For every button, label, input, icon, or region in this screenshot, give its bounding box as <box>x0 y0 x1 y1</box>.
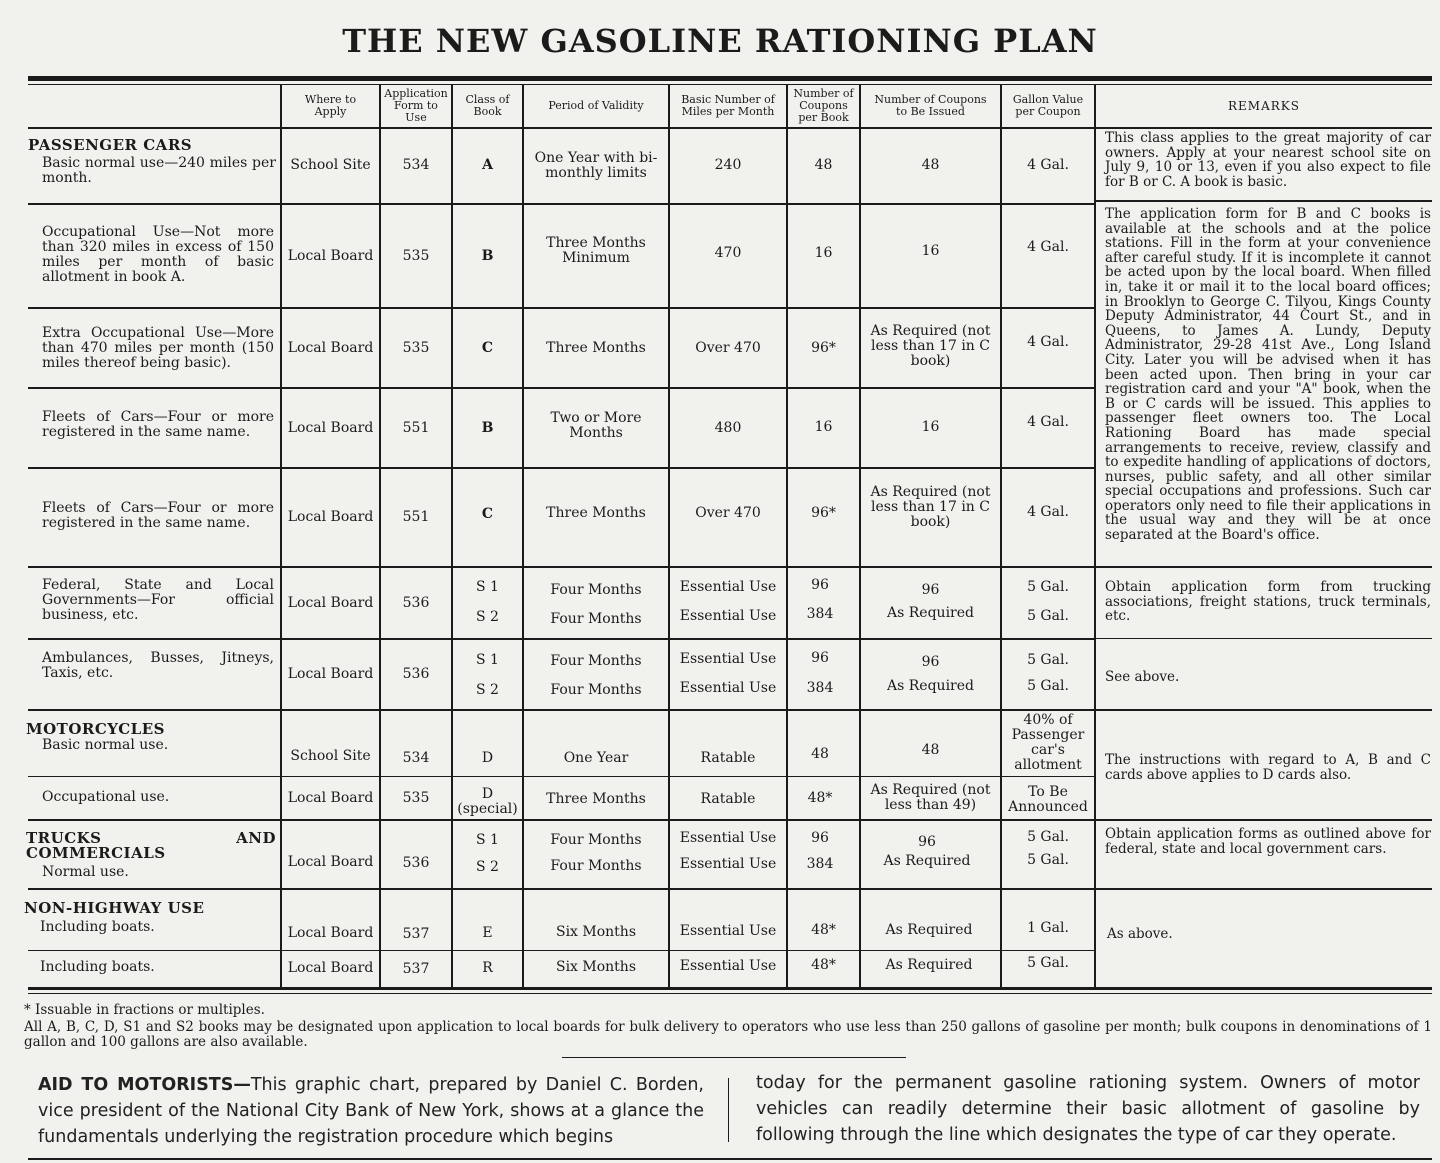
cell-coupons: 48 <box>811 745 829 762</box>
cell-gallon: 5 Gal. <box>1027 651 1069 668</box>
remarks-divider <box>1096 566 1432 568</box>
column-divider <box>1094 84 1096 987</box>
header-period: Period of Validity <box>548 99 644 112</box>
cell-form: 534 <box>402 157 430 173</box>
cell-miles: Essential Use <box>679 829 777 846</box>
cell-coupons: 384 <box>806 855 834 872</box>
cell-gallon: 4 Gal. <box>1027 157 1069 173</box>
cell-issued: As Required (not less than 17 in C book) <box>870 322 991 369</box>
cell-form: 535 <box>402 247 430 264</box>
cell-form: 536 <box>402 854 430 871</box>
row-description: Federal, State and Local Governments—For official business, etc. <box>42 577 274 623</box>
cell-class: B <box>481 419 494 436</box>
cell-issued: 16 <box>921 418 940 435</box>
remarks-divider <box>1096 200 1432 202</box>
cell-period: Six Months <box>555 923 637 940</box>
row-description: Ambulances, Busses, Jitneys, Taxis, etc. <box>42 650 274 681</box>
cell-coupons: 48* <box>807 789 833 806</box>
cell-class: E <box>482 924 493 941</box>
cell-period: Three Months <box>546 505 646 521</box>
cell-issued: As Required <box>887 604 974 621</box>
cell-form: 537 <box>402 925 430 942</box>
cell-class: S 2 <box>476 608 499 625</box>
cell-class: S 1 <box>476 831 499 848</box>
cell-miles: Essential Use <box>679 607 777 624</box>
cell-gallon: To Be Announced <box>1008 783 1088 815</box>
caption-divider <box>728 1078 729 1142</box>
cell-miles: Essential Use <box>679 855 777 872</box>
cell-form: 535 <box>402 790 430 806</box>
cell-class: A <box>482 157 493 173</box>
cell-miles: Essential Use <box>679 578 777 595</box>
row-description: MOTORCYCLES Basic normal use. <box>26 722 276 753</box>
cell-period: Three Months <box>546 791 646 807</box>
remark-text: The application form for B and C books is available at the schools and at the police stations. Fill in the form at your convenience after careful study. If it is incomplete it cannot be acted upon by the local board. When filled in, take it or mail it to the local board offices; in Brooklyn to George C. Tilyou, Kings County Deputy Administrator, 44 Court St., and in Queens, to James A. Lundy, Deputy Administrator, 29-28 41st Ave., Long Island City. Later you will be advised when it has been acted upon. Then bring in your car registration card and your "A" book, when the B or C cards will be issued. This applies to passenger fleet owners too. The Local Rationing Board has made special arrangements to receive, review, classify and to expedite handling of applications of doctors, nurses, public safety, and all other similar special occupations and professions. Such car operators only need to file their applications in the usual way and they will be at once separated at the Board's office. <box>1105 206 1431 544</box>
cell-coupons: 96 <box>811 576 829 593</box>
cell-issued: As Required <box>887 677 974 694</box>
cell-coupons: 96* <box>811 339 836 356</box>
remarks-divider <box>1096 888 1432 890</box>
cell-miles: Essential Use <box>679 957 777 974</box>
cell-where: Local Board <box>287 853 374 870</box>
header-remarks: REMARKS <box>1228 99 1300 113</box>
cell-gallon: 40% of Passenger car's allotment <box>1011 712 1085 773</box>
aid-label: AID TO MOTORISTS— <box>38 1075 251 1095</box>
cell-gallon: 4 Gal. <box>1027 238 1069 255</box>
row-description: Fleets of Cars—Four or more registered in the same name. <box>42 409 274 440</box>
cell-issued: 96 <box>921 581 940 598</box>
cell-class: C <box>481 506 494 522</box>
row-description: Occupational Use—Not more than 320 miles in excess of 150 miles per month of basic allotment in book A. <box>42 224 274 285</box>
cell-gallon: 5 Gal. <box>1027 607 1069 624</box>
cell-class: S 1 <box>476 651 499 668</box>
cell-class: S 2 <box>476 858 499 875</box>
cell-class: C <box>481 339 494 356</box>
cell-gallon: 5 Gal. <box>1027 851 1069 868</box>
cell-gallon: 5 Gal. <box>1027 578 1069 595</box>
cell-form: 537 <box>402 960 430 977</box>
section-heading: PASSENGER CARS <box>28 136 193 154</box>
cell-issued: 16 <box>921 242 940 259</box>
cell-issued: As Required <box>885 956 973 973</box>
cell-period: Six Months <box>555 958 637 975</box>
cell-period: Four Months <box>550 831 642 848</box>
cell-form: 536 <box>402 666 430 682</box>
header-gallon: Gallon Value per Coupon <box>1012 93 1084 118</box>
cell-coupons: 16 <box>814 244 833 261</box>
cell-issued: As Required (not less than 49) <box>870 782 991 813</box>
cell-class: S 1 <box>476 578 499 595</box>
cell-coupons: 48 <box>814 157 833 173</box>
row-divider <box>28 776 1096 777</box>
row-description: Extra Occupational Use—More than 470 miles per month (150 miles thereof being basic). <box>42 325 274 371</box>
cell-coupons: 48* <box>811 956 836 973</box>
separator <box>562 1057 906 1058</box>
cell-issued: 48 <box>921 157 940 173</box>
header-class: Class of Book <box>465 93 510 118</box>
row-divider <box>28 638 1096 640</box>
footnote-fractions: * Issuable in fractions or multiples. <box>24 1002 265 1018</box>
page-title: THE NEW GASOLINE RATIONING PLAN <box>342 22 1098 60</box>
remark-text: The instructions with regard to A, B and C cards above applies to D cards also. <box>1105 752 1431 783</box>
cell-issued: 48 <box>921 741 940 758</box>
cell-period: Three Months Minimum <box>546 235 646 266</box>
cell-class: D <box>481 749 494 766</box>
remark-text: Obtain application forms as outlined above for federal, state and local government cars. <box>1105 826 1431 857</box>
row-description: TRUCKS AND COMMERCIALS Normal use. <box>26 829 276 880</box>
row-description: NON-HIGHWAY USE Including boats. <box>24 901 276 935</box>
cell-issued: As Required <box>883 852 971 869</box>
header-issued: Number of Coupons to Be Issued <box>874 93 987 118</box>
cell-where: Local Board <box>287 419 374 436</box>
cell-miles: Essential Use <box>679 679 777 696</box>
bottom-rule <box>28 987 1432 990</box>
cell-coupons: 384 <box>806 605 834 622</box>
cell-gallon: 4 Gal. <box>1027 333 1069 350</box>
top-rule <box>28 76 1432 81</box>
remark-text: As above. <box>1107 926 1173 942</box>
section-heading: TRUCKS AND COMMERCIALS <box>26 829 276 862</box>
cell-issued: As Required <box>885 921 973 938</box>
cell-class: B <box>481 247 494 264</box>
cell-coupons: 96 <box>811 829 829 846</box>
row-divider <box>28 709 1096 711</box>
cell-period: Four Months <box>550 857 642 874</box>
aid-caption-left: AID TO MOTORISTS—This graphic chart, prepared by Daniel C. Borden, vice president of the National City Bank of New York, shows at a glance the fundamentals underlying the registration procedure which begins <box>38 1075 704 1147</box>
cell-period: Four Months <box>550 610 642 627</box>
cell-gallon: 5 Gal. <box>1027 828 1069 845</box>
header-where: Where to Apply <box>304 93 357 118</box>
cell-coupons: 48* <box>811 921 836 938</box>
cell-period: Four Months <box>550 581 642 598</box>
cell-gallon: 1 Gal. <box>1027 919 1069 936</box>
cell-miles: Over 470 <box>695 505 761 521</box>
cell-where: Local Board <box>287 339 374 356</box>
cell-gallon: 5 Gal. <box>1027 954 1069 971</box>
remark-text: Obtain application form from trucking associations, freight stations, truck terminals, etc. <box>1105 579 1431 625</box>
cell-where: Local Board <box>287 790 374 806</box>
row-description: PASSENGER CARS Basic normal use—240 miles per month. <box>28 136 276 186</box>
cell-miles: 470 <box>714 244 742 261</box>
cell-where: School Site <box>290 747 371 764</box>
remarks-divider <box>1096 709 1432 711</box>
cell-form: 551 <box>402 509 430 525</box>
cell-class: R <box>482 959 493 976</box>
cell-miles: Essential Use <box>679 650 777 667</box>
header-miles: Basic Number of Miles per Month <box>681 93 775 118</box>
cell-class: S 2 <box>476 681 499 698</box>
cell-miles: Over 470 <box>695 339 761 356</box>
cell-miles: 480 <box>714 419 742 436</box>
cell-issued: As Required (not less than 17 in C book) <box>870 484 991 530</box>
cell-coupons: 16 <box>814 418 833 435</box>
cell-where: Local Board <box>287 666 374 682</box>
cell-where: Local Board <box>287 924 374 941</box>
cell-gallon: 4 Gal. <box>1027 503 1069 520</box>
remarks-divider <box>1096 638 1432 639</box>
cell-form: 534 <box>402 749 430 766</box>
cell-where: School Site <box>290 157 371 173</box>
cell-form: 551 <box>402 419 430 436</box>
cell-miles: Ratable <box>700 749 756 766</box>
section-heading: MOTORCYCLES <box>26 720 165 738</box>
remark-text: See above. <box>1105 669 1180 685</box>
remark-text: This class applies to the great majority of car owners. Apply at your nearest school site on July 9, 10 or 13, even if you also expect to file for B or C. A book is basic. <box>1105 130 1431 190</box>
bottom-rule-thin <box>28 993 1432 994</box>
cell-period: One Year <box>563 749 629 766</box>
cell-period: Four Months <box>550 681 642 698</box>
cell-form: 535 <box>402 339 430 356</box>
row-divider <box>28 888 1096 890</box>
aid-caption-right: today for the permanent gasoline rationing system. Owners of motor vehicles can readily determine their basic allotment of gasoline by following through the line which designates the type of car they operate. <box>756 1073 1420 1145</box>
cell-where: Local Board <box>287 509 374 525</box>
cell-coupons: 384 <box>806 679 834 696</box>
row-description: Including boats. <box>40 959 155 975</box>
row-divider <box>28 950 1096 951</box>
cell-miles: Essential Use <box>679 922 777 939</box>
row-description: Occupational use. <box>42 789 170 805</box>
section-heading: NON-HIGHWAY USE <box>24 899 205 917</box>
cell-issued: 96 <box>918 833 936 850</box>
cell-miles: 240 <box>714 157 742 173</box>
cell-class: D (special) <box>457 786 518 817</box>
cell-period: Four Months <box>550 652 642 669</box>
header-coupons: Number of Coupons per Book <box>793 87 854 124</box>
cell-period: Three Months <box>546 339 646 356</box>
cell-where: Local Board <box>287 247 374 264</box>
cell-period: Two or More Months <box>550 410 642 441</box>
remarks-divider <box>1096 819 1432 821</box>
cell-miles: Ratable <box>700 791 756 807</box>
cell-coupons: 96* <box>811 505 836 521</box>
cell-form: 536 <box>402 594 430 611</box>
cell-coupons: 96 <box>811 649 829 666</box>
cell-where: Local Board <box>287 594 374 611</box>
cell-where: Local Board <box>287 959 374 976</box>
cell-issued: 96 <box>921 653 940 670</box>
bottom-border <box>28 1158 1432 1160</box>
cell-gallon: 5 Gal. <box>1027 677 1069 694</box>
row-divider <box>28 566 1096 568</box>
row-description: Fleets of Cars—Four or more registered in the same name. <box>42 500 274 531</box>
cell-gallon: 4 Gal. <box>1027 413 1069 430</box>
cell-period: One Year with bi-monthly limits <box>534 149 658 181</box>
footnote-bulk: All A, B, C, D, S1 and S2 books may be designated upon application to local boards for bulk delivery to operators who use less than 250 gallons of gasoline per month; bulk coupons in denominations of 1 gallon and 100 gallons are also available. <box>24 1019 1432 1050</box>
header-form: Application Form to Use <box>384 87 448 124</box>
